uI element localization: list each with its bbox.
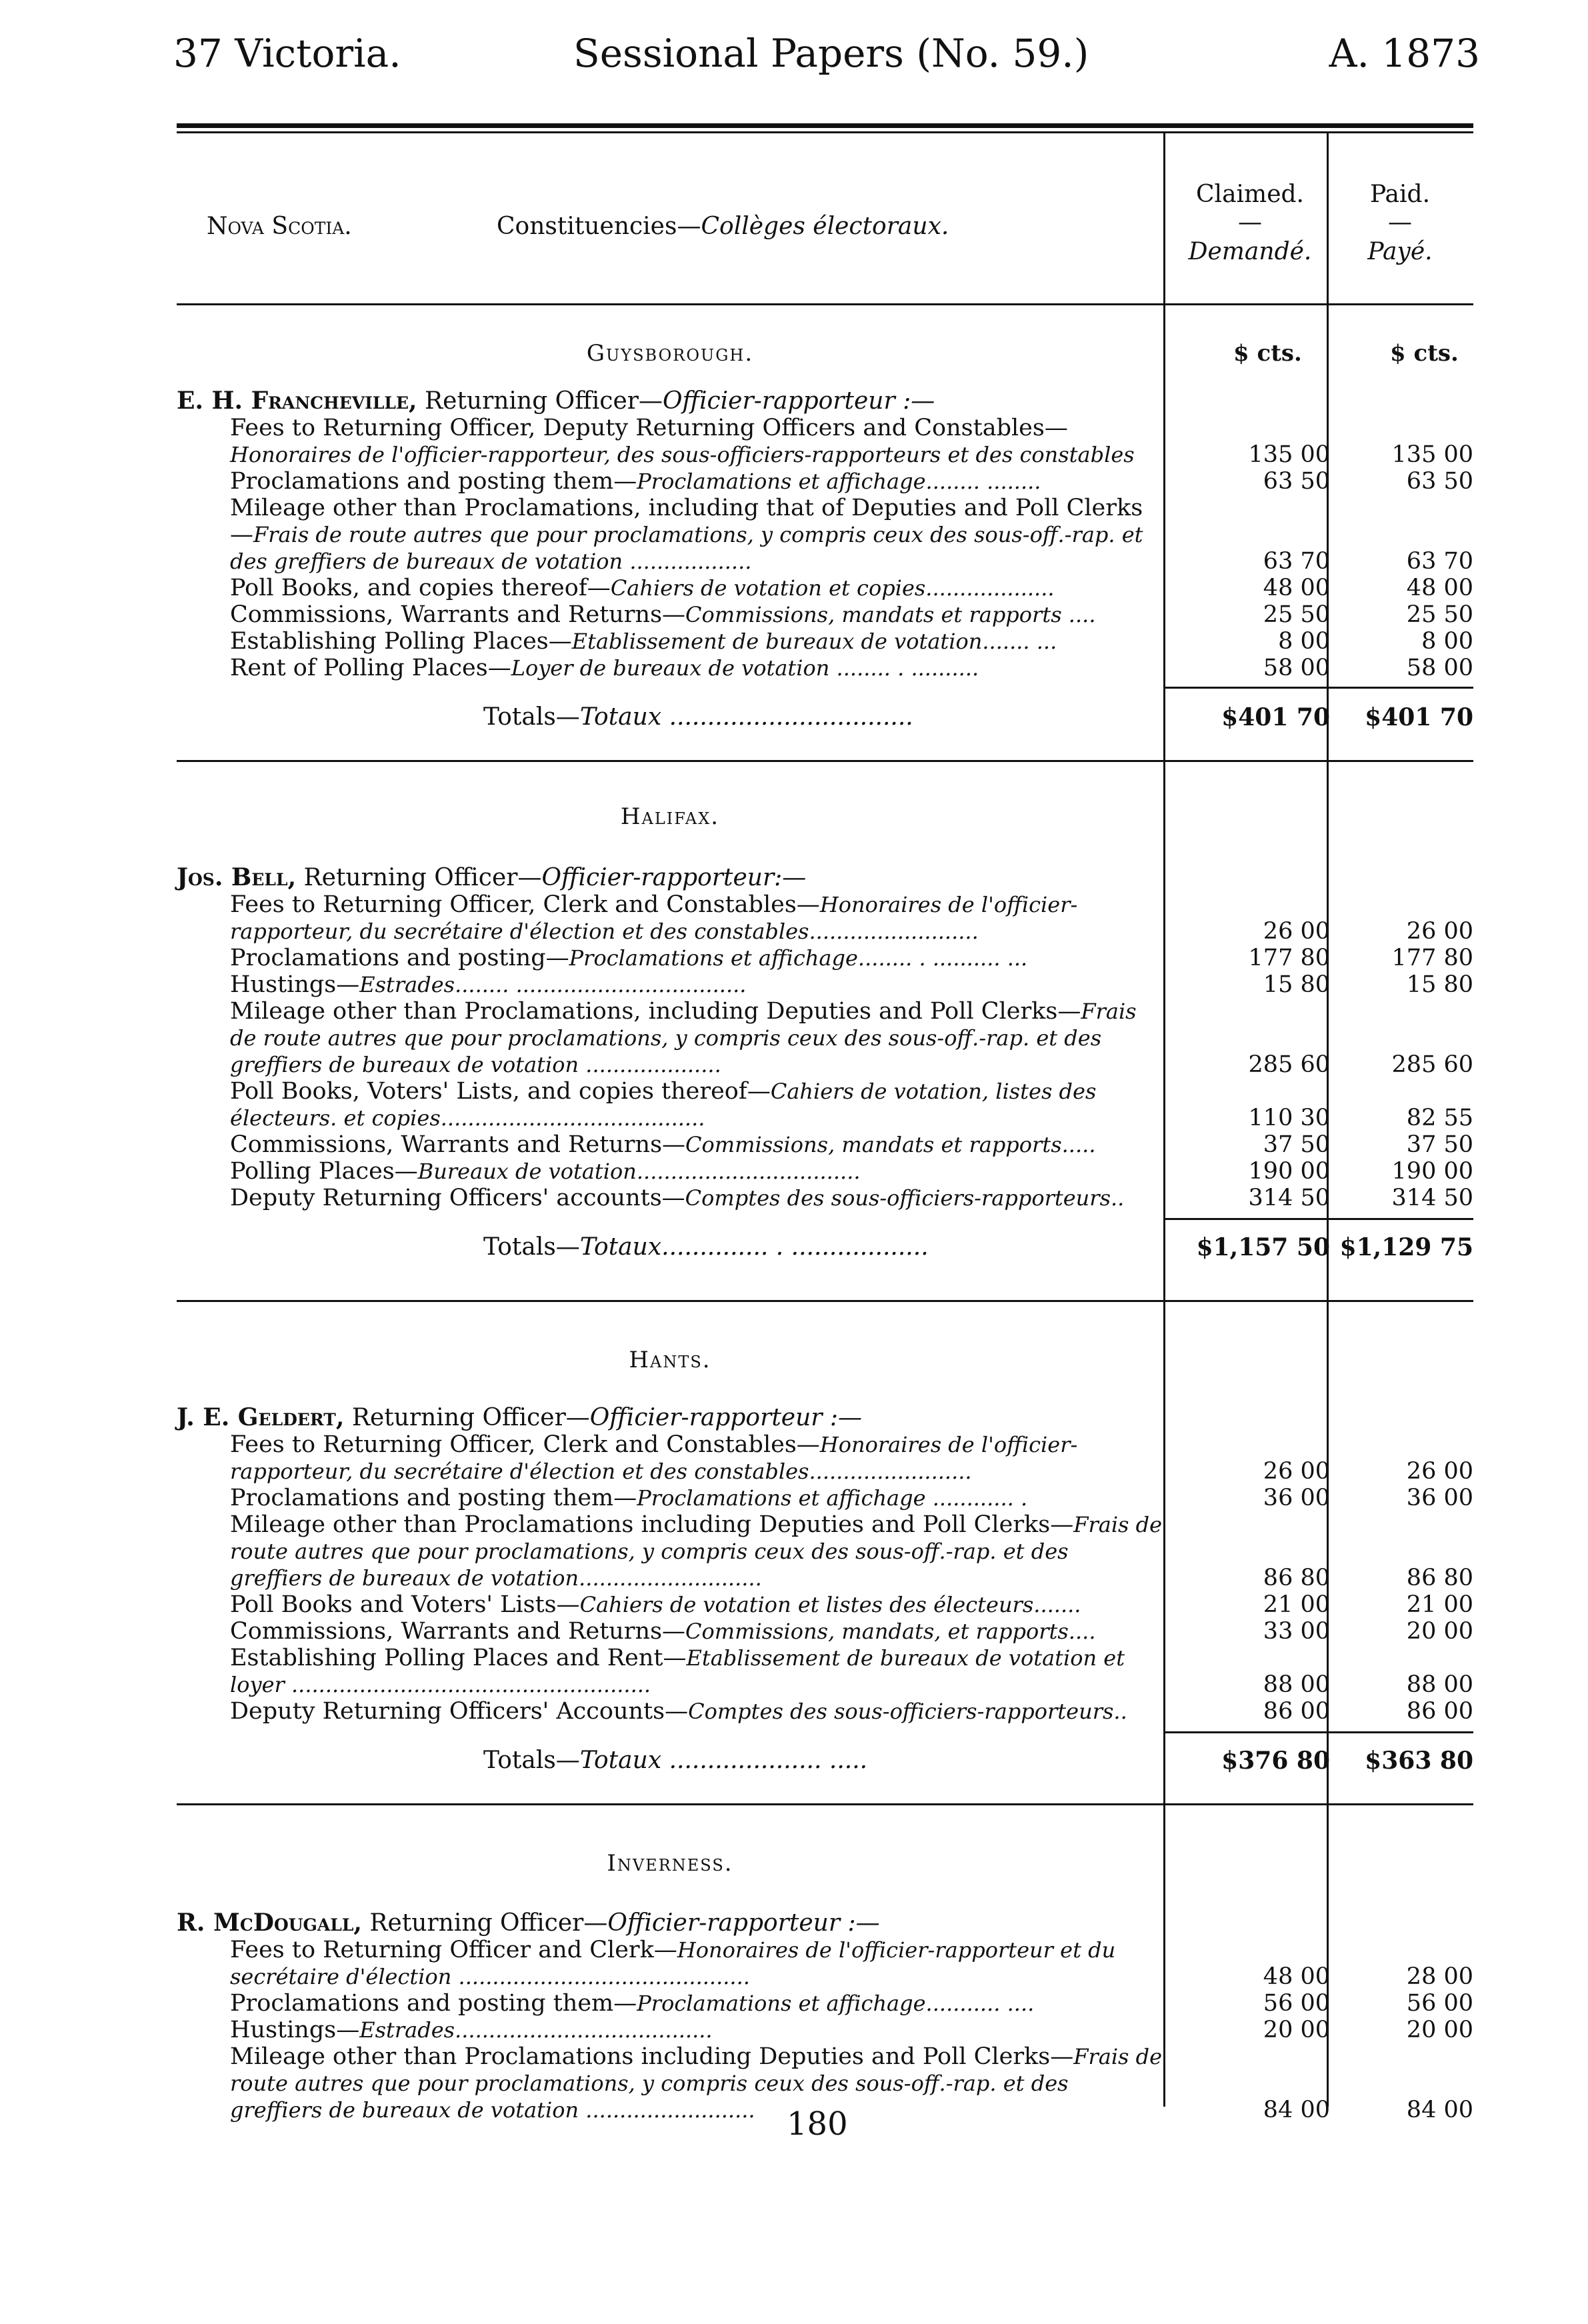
paid-amount: 135 00 bbox=[1391, 441, 1473, 468]
paid-amount: 86 00 bbox=[1406, 1698, 1473, 1725]
item-en: Proclamations and posting— bbox=[230, 945, 569, 971]
header-rule bbox=[177, 123, 1473, 128]
officer-name: J. E. Geldert, bbox=[177, 1403, 345, 1431]
item-en: Deputy Returning Officers' accounts— bbox=[230, 1185, 685, 1211]
paid-heading: Paid. bbox=[1369, 181, 1431, 208]
expense-item bbox=[230, 1618, 1163, 1645]
item-fr: Etablissement de bureaux de votation....... ... bbox=[571, 629, 1057, 654]
subtotal-rule bbox=[1163, 1218, 1473, 1220]
year-label: A. 1873 bbox=[1329, 31, 1480, 76]
item-fr: Cahiers de votation et listes des électeurs....... bbox=[579, 1592, 1081, 1617]
item-en: Poll Books, Voters' Lists, and copies thereof— bbox=[230, 1078, 771, 1105]
totals-en: Totals— bbox=[483, 1747, 580, 1774]
expense-item bbox=[230, 495, 1163, 575]
claimed-amount: 36 00 bbox=[1263, 1485, 1330, 1511]
item-fr: Estrades........ .................................. bbox=[359, 972, 747, 997]
item-en: Establishing Polling Places and Rent— bbox=[230, 1645, 687, 1671]
item-en: Commissions, Warrants and Returns— bbox=[230, 1131, 686, 1158]
item-fr: Proclamations et affichage ............ . bbox=[637, 1485, 1028, 1511]
item-en: Proclamations and posting them— bbox=[230, 468, 637, 495]
paid-amount: 15 80 bbox=[1406, 971, 1473, 998]
expense-item bbox=[230, 1431, 1163, 1485]
item-en: Mileage other than Proclamations, including that of Deputies and Poll Clerks— bbox=[230, 495, 1143, 548]
item-fr: Frais de route autres que pour proclamations, y compris ceux des sous-off.-rap. et des greffiers de bureaux de votation .................. bbox=[230, 522, 1143, 574]
item-en: Fees to Returning Officer, Deputy Returning Officers and Constables— bbox=[230, 415, 1068, 441]
paid-amount: 84 00 bbox=[1406, 2097, 1473, 2123]
item-fr: Honoraires de l'officier-rapporteur, du secrétaire d'élection et des constables........................ bbox=[230, 1432, 1078, 1484]
page-number: 180 bbox=[787, 2105, 848, 2143]
item-fr: Proclamations et affichage........... .... bbox=[637, 1991, 1035, 2016]
paid-amount: 25 50 bbox=[1406, 601, 1473, 628]
claimed-amount: 15 80 bbox=[1263, 971, 1330, 998]
expense-item bbox=[230, 601, 1163, 628]
item-fr: Honoraires de l'officier-rapporteur, des sous-officiers-rapporteurs et des constables bbox=[230, 442, 1135, 467]
claimed-heading-fr: Demandé. bbox=[1188, 238, 1312, 265]
total-paid: $1,129 75 bbox=[1339, 1233, 1473, 1261]
paid-amount: 86 80 bbox=[1406, 1565, 1473, 1591]
section-title: Halifax. bbox=[620, 803, 720, 830]
totals-fr: Totaux .................... ..... bbox=[579, 1747, 868, 1774]
paid-amount: 8 00 bbox=[1421, 628, 1473, 655]
sessional-papers-label: Sessional Papers (No. 59.) bbox=[573, 31, 1089, 76]
totals-label bbox=[483, 1747, 1163, 1774]
item-en: Rent of Polling Places— bbox=[230, 655, 511, 681]
item-fr: Commissions, mandats et rapports..... bbox=[685, 1132, 1096, 1157]
officer-role-fr: Officier-rapporteur:— bbox=[541, 864, 807, 891]
item-en: Commissions, Warrants and Returns— bbox=[230, 1618, 686, 1645]
expense-item bbox=[230, 1511, 1163, 1591]
units-paid: $ cts. bbox=[1390, 340, 1459, 367]
officer-role: Returning Officer— bbox=[296, 864, 542, 891]
total-paid: $363 80 bbox=[1365, 1747, 1473, 1775]
item-en: Polling Places— bbox=[230, 1158, 418, 1185]
expense-item bbox=[230, 971, 1163, 998]
item-fr: Comptes des sous-officiers-rapporteurs.. bbox=[688, 1699, 1127, 1724]
item-en: Proclamations and posting them— bbox=[230, 1990, 637, 2017]
paid-amount: 26 00 bbox=[1406, 918, 1473, 945]
paid-amount: 56 00 bbox=[1406, 1990, 1473, 2017]
expense-item bbox=[230, 2017, 1163, 2043]
item-fr: Comptes des sous-officiers-rapporteurs.. bbox=[685, 1185, 1125, 1211]
total-claimed: $376 80 bbox=[1221, 1747, 1330, 1775]
running-head bbox=[173, 27, 1480, 80]
item-en: Fees to Returning Officer, Clerk and Constables— bbox=[230, 891, 820, 918]
constituencies-heading bbox=[497, 212, 949, 241]
item-en: Proclamations and posting them— bbox=[230, 1485, 637, 1511]
paid-amount: 26 00 bbox=[1406, 1458, 1473, 1485]
item-en: Hustings— bbox=[230, 971, 360, 998]
expense-item bbox=[230, 2043, 1163, 2123]
item-en: Deputy Returning Officers' Accounts— bbox=[230, 1698, 689, 1725]
item-fr: Loyer de bureaux de votation ........ . .......... bbox=[511, 655, 979, 681]
subtotal-rule bbox=[1163, 1731, 1473, 1733]
paid-amount: 314 50 bbox=[1391, 1185, 1473, 1211]
item-fr: Commissions, mandats, et rapports.... bbox=[685, 1619, 1096, 1644]
expense-item bbox=[230, 1645, 1163, 1698]
column-header-rule bbox=[177, 303, 1473, 305]
totals-label bbox=[483, 1233, 1163, 1261]
claimed-amount: 8 00 bbox=[1278, 628, 1330, 655]
session-label: 37 Victoria. bbox=[173, 31, 401, 76]
claimed-amount: 37 50 bbox=[1263, 1131, 1330, 1158]
expense-item bbox=[230, 1937, 1163, 1990]
paid-amount: 177 80 bbox=[1391, 945, 1473, 971]
item-fr: Bureaux de votation................................. bbox=[417, 1159, 861, 1184]
item-en: Poll Books and Voters' Lists— bbox=[230, 1591, 580, 1618]
expense-item bbox=[230, 945, 1163, 971]
claimed-amount: 20 00 bbox=[1263, 2017, 1330, 2043]
section-divider bbox=[177, 1803, 1473, 1805]
item-fr: Commissions, mandats et rapports .... bbox=[685, 602, 1096, 627]
paid-amount: 48 00 bbox=[1406, 575, 1473, 601]
expense-item bbox=[230, 1078, 1163, 1131]
expense-item bbox=[230, 1158, 1163, 1185]
claimed-heading: Claimed. bbox=[1196, 181, 1304, 208]
paid-amount: 88 00 bbox=[1406, 1671, 1473, 1698]
officer-role-fr: Officier-rapporteur :— bbox=[662, 387, 935, 415]
returning-officer bbox=[177, 863, 1163, 891]
paid-amount: 36 00 bbox=[1406, 1485, 1473, 1511]
item-fr: Frais de route autres que pour proclamations, y compris ceux des sous-off.-rap. et des greffiers de bureaux de votation .................... bbox=[230, 999, 1137, 1077]
item-fr: Estrades...................................... bbox=[359, 2017, 713, 2043]
total-claimed: $401 70 bbox=[1221, 703, 1330, 731]
expense-item bbox=[230, 655, 1163, 681]
paid-amount: 82 55 bbox=[1406, 1105, 1473, 1131]
returning-officer bbox=[177, 1403, 1163, 1431]
claimed-amount: 314 50 bbox=[1248, 1185, 1330, 1211]
column-rule-claimed bbox=[1163, 133, 1165, 2107]
total-paid: $401 70 bbox=[1365, 703, 1473, 731]
item-fr: Frais de route autres que pour proclamations, y compris ceux des sous-off.-rap. et des greffiers de bureaux de votation........................... bbox=[230, 1512, 1163, 1591]
paid-amount: 28 00 bbox=[1406, 1963, 1473, 1990]
section-divider bbox=[177, 1300, 1473, 1302]
paid-amount: 20 00 bbox=[1406, 1618, 1473, 1645]
item-en: Poll Books, and copies thereof— bbox=[230, 575, 611, 601]
claimed-amount: 86 80 bbox=[1263, 1565, 1330, 1591]
officer-name: R. McDougall, bbox=[177, 1909, 362, 1937]
totals-en: Totals— bbox=[483, 703, 580, 731]
item-en: Fees to Returning Officer and Clerk— bbox=[230, 1937, 677, 1963]
province-heading: Nova Scotia. bbox=[207, 213, 352, 240]
item-en: Fees to Returning Officer, Clerk and Constables— bbox=[230, 1431, 820, 1458]
claimed-amount: 88 00 bbox=[1263, 1671, 1330, 1698]
expense-item bbox=[230, 1185, 1163, 1211]
expense-item bbox=[230, 415, 1163, 468]
officer-role: Returning Officer— bbox=[344, 1404, 590, 1431]
expense-item bbox=[230, 998, 1163, 1078]
section-title: Guysborough. bbox=[586, 340, 754, 367]
expense-item bbox=[230, 1698, 1163, 1725]
returning-officer bbox=[177, 387, 1163, 415]
item-fr: Proclamations et affichage........ ........ bbox=[637, 469, 1041, 494]
claimed-amount: 58 00 bbox=[1263, 655, 1330, 681]
claimed-amount: 86 00 bbox=[1263, 1698, 1330, 1725]
claimed-amount: 63 50 bbox=[1263, 468, 1330, 495]
claimed-amount: 26 00 bbox=[1263, 918, 1330, 945]
item-fr: Cahiers de votation, listes des électeurs. et copies....................................... bbox=[230, 1079, 1097, 1131]
expense-item bbox=[230, 891, 1163, 945]
constituencies-label-fr: Collèges électoraux. bbox=[701, 213, 949, 240]
expense-item bbox=[230, 628, 1163, 655]
officer-role: Returning Officer— bbox=[361, 1909, 608, 1937]
total-claimed: $1,157 50 bbox=[1196, 1233, 1330, 1261]
claimed-amount: 63 70 bbox=[1263, 548, 1330, 575]
item-fr: Honoraires de l'officier-rapporteur et du secrétaire d'élection ........................................... bbox=[230, 1937, 1116, 1989]
subtotal-rule bbox=[1163, 687, 1473, 689]
claimed-amount: 48 00 bbox=[1263, 1963, 1330, 1990]
officer-name: Jos. Bell, bbox=[177, 863, 297, 891]
claimed-amount: 110 30 bbox=[1248, 1105, 1330, 1131]
section-title: Inverness. bbox=[607, 1850, 733, 1877]
expense-item bbox=[230, 575, 1163, 601]
claimed-amount: 84 00 bbox=[1263, 2097, 1330, 2123]
item-fr: Frais de route autres que pour proclamations, y compris ceux des sous-off.-rap. et des greffiers de bureaux de votation ......................... bbox=[230, 2044, 1163, 2123]
expense-item bbox=[230, 1990, 1163, 2017]
item-fr: Etablissement de bureaux de votation et loyer ..................................................... bbox=[230, 1645, 1125, 1697]
paid-heading-fr: Payé. bbox=[1367, 238, 1433, 265]
officer-name: E. H. Francheville, bbox=[177, 387, 417, 415]
expense-item bbox=[230, 1485, 1163, 1511]
item-en: Mileage other than Proclamations including Deputies and Poll Clerks— bbox=[230, 2043, 1074, 2070]
expense-item bbox=[230, 468, 1163, 495]
returning-officer bbox=[177, 1909, 1163, 1937]
section-divider bbox=[177, 760, 1473, 762]
header-rule-thin bbox=[177, 131, 1473, 133]
expense-item bbox=[230, 1131, 1163, 1158]
constituencies-label: Constituencies— bbox=[497, 213, 701, 240]
item-en: Hustings— bbox=[230, 2017, 360, 2043]
totals-label bbox=[483, 703, 1163, 731]
paid-amount: 190 00 bbox=[1391, 1158, 1473, 1185]
paid-amount: 58 00 bbox=[1406, 655, 1473, 681]
paid-amount: 285 60 bbox=[1391, 1051, 1473, 1078]
paid-amount: 63 70 bbox=[1406, 548, 1473, 575]
claimed-amount: 285 60 bbox=[1248, 1051, 1330, 1078]
claimed-amount: 21 00 bbox=[1263, 1591, 1330, 1618]
section-title: Hants. bbox=[629, 1347, 711, 1373]
paid-amount: 21 00 bbox=[1406, 1591, 1473, 1618]
claimed-amount: 135 00 bbox=[1248, 441, 1330, 468]
item-fr: Proclamations et affichage........ . .......... ... bbox=[569, 945, 1028, 971]
item-fr: Honoraires de l'officier-rapporteur, du secrétaire d'élection et des constables......................... bbox=[230, 892, 1078, 944]
claimed-amount: 25 50 bbox=[1263, 601, 1330, 628]
officer-role-fr: Officier-rapporteur :— bbox=[589, 1404, 863, 1431]
paid-amount: 63 50 bbox=[1406, 468, 1473, 495]
item-en: Commissions, Warrants and Returns— bbox=[230, 601, 686, 628]
item-en: Mileage other than Proclamations, including Deputies and Poll Clerks— bbox=[230, 998, 1081, 1025]
item-fr: Cahiers de votation et copies................... bbox=[610, 575, 1055, 601]
paid-amount: 37 50 bbox=[1406, 1131, 1473, 1158]
claimed-amount: 33 00 bbox=[1263, 1618, 1330, 1645]
claimed-amount: 177 80 bbox=[1248, 945, 1330, 971]
totals-en: Totals— bbox=[483, 1233, 580, 1261]
units-claimed: $ cts. bbox=[1233, 340, 1302, 367]
paid-amount: 20 00 bbox=[1406, 2017, 1473, 2043]
paid-dash: — bbox=[1388, 209, 1412, 236]
officer-role-fr: Officier-rapporteur :— bbox=[607, 1909, 880, 1937]
officer-role: Returning Officer— bbox=[417, 387, 663, 415]
claimed-amount: 56 00 bbox=[1263, 1990, 1330, 2017]
item-en: Establishing Polling Places— bbox=[230, 628, 572, 655]
totals-fr: Totaux ................................ bbox=[579, 703, 913, 731]
totals-fr: Totaux.............. . .................. bbox=[579, 1233, 929, 1261]
claimed-amount: 26 00 bbox=[1263, 1458, 1330, 1485]
expense-item bbox=[230, 1591, 1163, 1618]
claimed-dash: — bbox=[1238, 209, 1262, 236]
claimed-amount: 48 00 bbox=[1263, 575, 1330, 601]
item-en: Mileage other than Proclamations including Deputies and Poll Clerks— bbox=[230, 1511, 1074, 1538]
claimed-amount: 190 00 bbox=[1248, 1158, 1330, 1185]
